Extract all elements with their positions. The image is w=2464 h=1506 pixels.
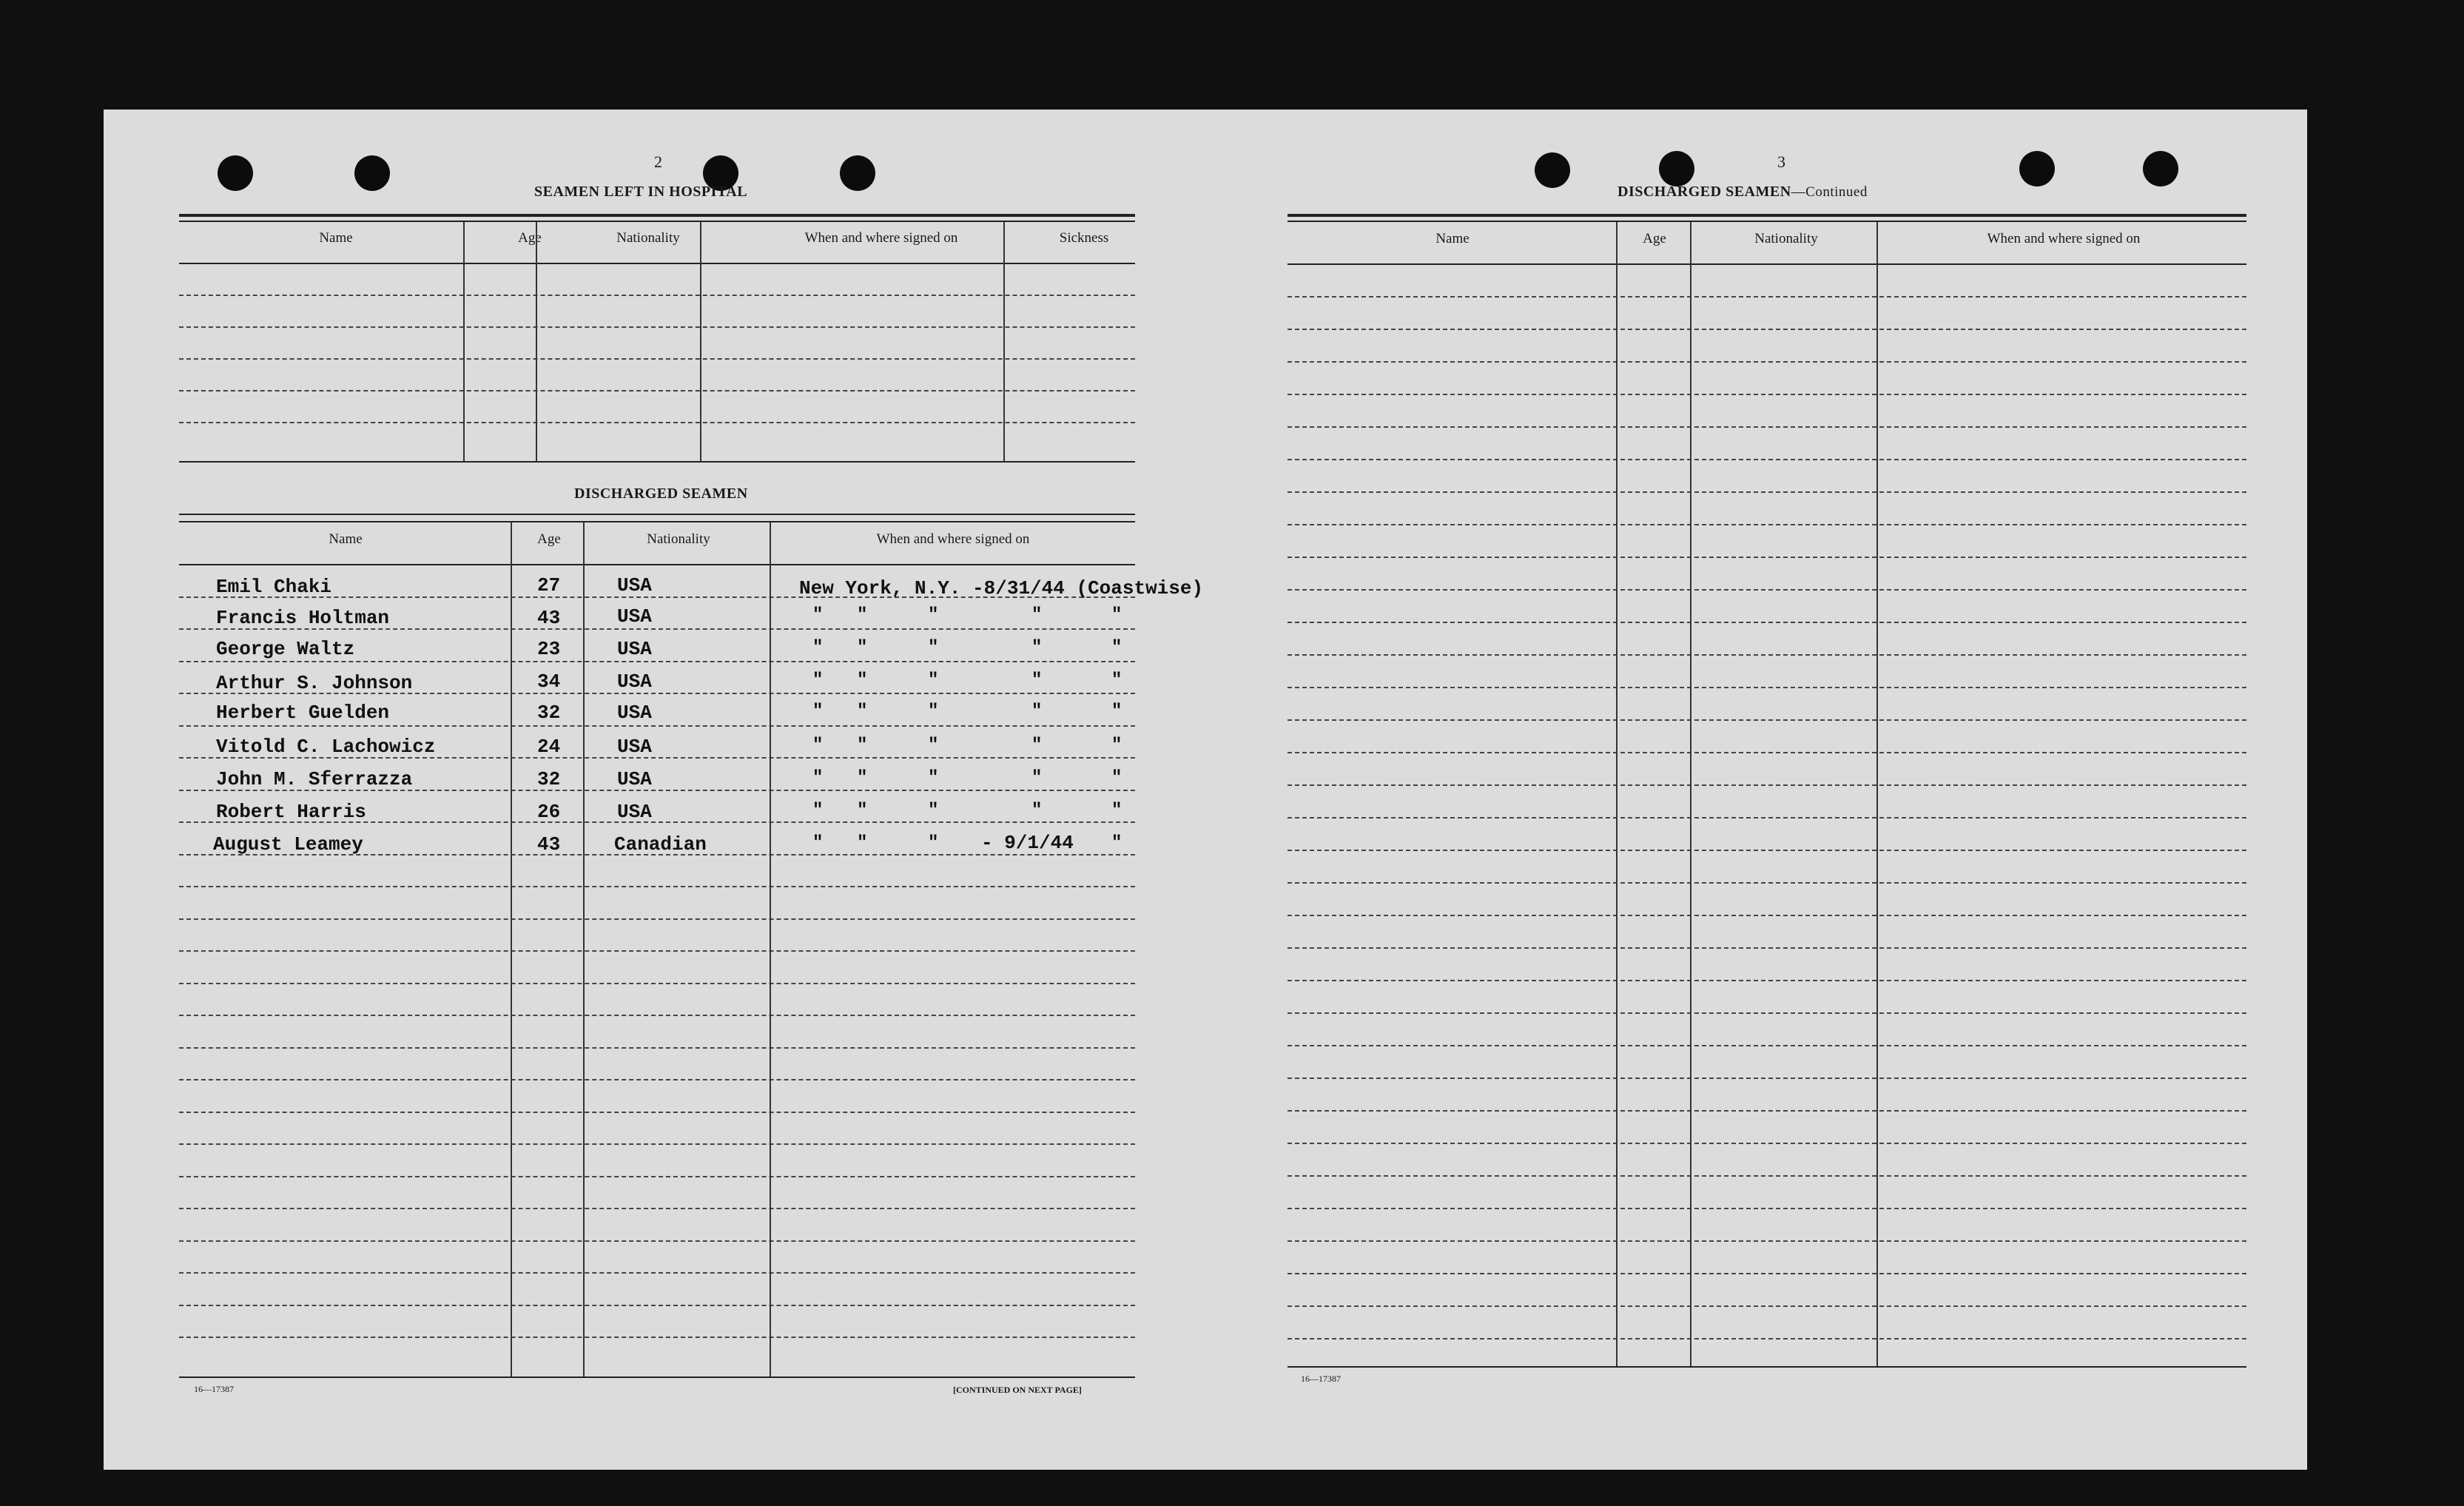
row-rule	[179, 950, 1135, 952]
seaman-name: Herbert Guelden	[216, 702, 390, 724]
ditto-mark: "	[928, 768, 939, 788]
row-rule	[179, 1337, 1135, 1338]
row-rule	[179, 1240, 1135, 1242]
seaman-age: 32	[537, 768, 561, 790]
row-rule	[1287, 947, 2246, 949]
ditto-mark: "	[857, 702, 868, 722]
row-rule	[179, 886, 1135, 887]
ditto-mark: "	[1031, 768, 1043, 788]
ditto-mark: "	[1111, 605, 1122, 625]
ditto-mark: "	[1031, 605, 1043, 625]
seaman-age: 43	[537, 833, 561, 855]
seaman-age: 23	[537, 638, 561, 660]
ditto-mark: "	[812, 736, 824, 756]
row-rule	[179, 1112, 1135, 1113]
section-title-suffix: —Continued	[1791, 184, 1868, 200]
column-header-age: Age	[537, 531, 561, 547]
continued-note: [CONTINUED ON NEXT PAGE]	[953, 1385, 1082, 1395]
column-header-nationality: Nationality	[616, 230, 680, 246]
seaman-age: 34	[537, 670, 561, 693]
row-rule	[1287, 1175, 2246, 1177]
section-title-text: DISCHARGED SEAMEN	[1618, 184, 1791, 200]
seaman-name: Vitold C. Lachowicz	[216, 736, 436, 758]
column-header-name: Name	[329, 531, 363, 547]
seaman-name: Arthur S. Johnson	[216, 672, 413, 694]
ditto-mark: "	[1031, 702, 1043, 722]
row-rule	[1287, 882, 2246, 884]
row-rule	[179, 1015, 1135, 1016]
row-rule	[1287, 784, 2246, 786]
row-rule	[1287, 687, 2246, 688]
ditto-mark: "	[812, 638, 824, 658]
seaman-name: August Leamey	[213, 833, 363, 855]
hospital-section-title: SEAMEN LEFT IN HOSPITAL	[534, 184, 748, 200]
row-rule	[179, 1272, 1135, 1274]
row-rule	[179, 1176, 1135, 1177]
ditto-mark: "	[1111, 801, 1122, 821]
row-rule	[1287, 459, 2246, 460]
seaman-nationality: USA	[617, 574, 652, 596]
punch-hole	[354, 155, 390, 191]
seaman-nationality: USA	[617, 670, 652, 693]
seaman-nationality: USA	[617, 605, 652, 628]
ditto-mark: "	[928, 670, 939, 690]
ditto-mark: "	[1111, 702, 1122, 722]
row-rule	[1287, 524, 2246, 525]
row-rule	[1287, 622, 2246, 623]
form-number: 16—17387	[194, 1384, 234, 1394]
row-rule	[1287, 1273, 2246, 1274]
column-header-age: Age	[518, 230, 542, 246]
row-rule	[179, 661, 1135, 662]
seaman-age: 32	[537, 702, 561, 724]
row-rule	[179, 1305, 1135, 1306]
column-header-age: Age	[1643, 231, 1666, 246]
punch-hole	[840, 155, 875, 191]
punch-hole	[218, 155, 253, 191]
row-rule	[1287, 589, 2246, 591]
row-rule	[1287, 752, 2246, 753]
row-rule	[1287, 1012, 2246, 1014]
column-header-signed-on: When and where signed on	[876, 531, 1030, 547]
ditto-mark: "	[857, 736, 868, 756]
punch-hole	[1659, 151, 1694, 186]
row-rule	[1287, 980, 2246, 981]
row-rule	[1287, 329, 2246, 330]
punch-hole	[1535, 152, 1570, 188]
seaman-nationality: USA	[617, 736, 652, 758]
column-header-nationality: Nationality	[1754, 231, 1818, 246]
signed-on-entry: - 9/1/44	[981, 832, 1074, 854]
row-rule	[1287, 557, 2246, 558]
seaman-name: John M. Sferrazza	[216, 768, 413, 790]
row-rule	[179, 1079, 1135, 1080]
seaman-name: Emil Chaki	[216, 576, 332, 598]
seaman-nationality: USA	[617, 768, 652, 790]
ditto-mark: "	[1111, 736, 1122, 756]
discharged-section-title: DISCHARGED SEAMEN	[574, 485, 748, 502]
seaman-name: George Waltz	[216, 638, 355, 660]
ditto-mark: "	[857, 670, 868, 690]
row-rule	[1287, 817, 2246, 818]
ditto-mark: "	[857, 638, 868, 658]
seaman-age: 26	[537, 801, 561, 823]
page-number: 3	[1777, 152, 1785, 171]
column-header-signed-on: When and where signed on	[804, 230, 958, 246]
seaman-age: 27	[537, 574, 561, 596]
ditto-mark: "	[1031, 736, 1043, 756]
seaman-nationality: USA	[617, 702, 652, 724]
scanned-crew-list-sheet	[104, 110, 2307, 1470]
seaman-name: Francis Holtman	[216, 607, 390, 629]
ditto-mark: "	[1111, 768, 1122, 788]
ditto-mark: "	[812, 801, 824, 821]
ditto-mark: "	[812, 768, 824, 788]
ditto-mark: "	[857, 833, 868, 853]
column-header-nationality: Nationality	[647, 531, 710, 547]
ditto-mark: "	[1111, 670, 1122, 690]
ditto-mark: "	[928, 702, 939, 722]
row-rule	[1287, 1045, 2246, 1046]
row-rule	[179, 1208, 1135, 1209]
punch-hole	[2019, 151, 2055, 186]
seaman-nationality: USA	[617, 801, 652, 823]
row-rule	[179, 1047, 1135, 1049]
column-header-signed-on: When and where signed on	[1987, 231, 2141, 246]
row-rule	[1287, 491, 2246, 493]
ditto-mark: "	[812, 833, 824, 853]
row-rule	[1287, 654, 2246, 656]
row-rule	[1287, 1143, 2246, 1144]
row-rule	[1287, 1208, 2246, 1209]
ditto-mark: "	[928, 736, 939, 756]
signed-on-entry: New York, N.Y. -8/31/44 (Coastwise)	[799, 577, 1204, 599]
ditto-mark: "	[812, 670, 824, 690]
row-rule	[1287, 1338, 2246, 1339]
ditto-mark: "	[857, 768, 868, 788]
seaman-age: 24	[537, 736, 561, 758]
ditto-mark: "	[857, 801, 868, 821]
row-rule	[179, 983, 1135, 984]
ditto-mark: "	[928, 833, 939, 853]
seaman-nationality: USA	[617, 638, 652, 660]
page-number: 2	[654, 152, 662, 171]
seaman-name: Robert Harris	[216, 801, 366, 823]
row-rule	[1287, 1305, 2246, 1307]
ditto-mark: "	[928, 605, 939, 625]
row-rule	[1287, 296, 2246, 297]
row-rule	[179, 725, 1135, 727]
ditto-mark: "	[1111, 833, 1122, 853]
row-rule	[1287, 1110, 2246, 1112]
row-rule	[1287, 850, 2246, 851]
seaman-age: 43	[537, 607, 561, 629]
ditto-mark: "	[1031, 801, 1043, 821]
column-header-name: Name	[1435, 231, 1470, 246]
punch-hole	[2143, 151, 2178, 186]
column-header-name: Name	[319, 230, 353, 246]
row-rule	[1287, 1240, 2246, 1242]
ditto-mark: "	[812, 605, 824, 625]
row-rule	[1287, 361, 2246, 363]
row-rule	[179, 918, 1135, 920]
continued-section-title	[1618, 184, 1868, 201]
ditto-mark: "	[928, 638, 939, 658]
ditto-mark: "	[1031, 638, 1043, 658]
ditto-mark: "	[857, 605, 868, 625]
ditto-mark: "	[1111, 638, 1122, 658]
row-rule	[1287, 426, 2246, 428]
row-rule	[1287, 719, 2246, 721]
form-number: 16—17387	[1301, 1374, 1341, 1384]
ditto-mark: "	[928, 801, 939, 821]
column-header-sickness: Sickness	[1059, 230, 1109, 246]
seaman-nationality: Canadian	[614, 833, 707, 855]
row-rule	[179, 1143, 1135, 1145]
row-rule	[1287, 1078, 2246, 1079]
ditto-mark: "	[1031, 670, 1043, 690]
row-rule	[1287, 394, 2246, 395]
ditto-mark: "	[812, 702, 824, 722]
row-rule	[1287, 915, 2246, 916]
